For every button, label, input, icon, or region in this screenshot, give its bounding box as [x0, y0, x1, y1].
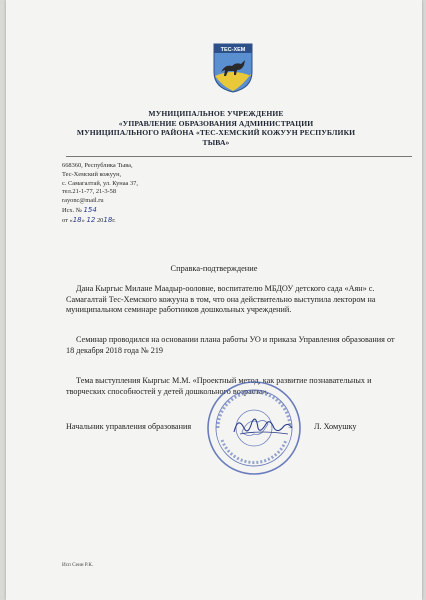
executor-note: Исп Сеин Р.К.	[62, 562, 94, 568]
document-sheet	[6, 0, 422, 600]
paragraph-2-text: Семинар проводился на основании плана работы УО и приказа Управления образования от 18 декабря 2018 года № 219	[66, 335, 395, 355]
address-block	[62, 162, 138, 226]
outgoing-number: 154	[83, 205, 97, 214]
date-prefix: от «	[62, 216, 73, 224]
paragraph-1-text: Дана Кыргыс Милане Маадыр-ооловне, воспитателю МБДОУ детского сада «Аян» с. Самагалтай Тес-Хемского кожууна в том, что она действительно выступила лектором на муниципальном семинаре работников дошкольных учреждений.	[66, 284, 376, 315]
header-divider	[66, 156, 412, 157]
date-suffix: г.	[112, 216, 116, 224]
address-line-2: Тес-Хемский кожуун,	[62, 170, 122, 178]
header-line-2: «УПРАВЛЕНИЕ ОБРАЗОВАНИЯ АДМИНИСТРАЦИИ	[118, 118, 314, 128]
emblem-label: ТЕС-ХЕМ	[220, 47, 246, 53]
paragraph-basis	[66, 335, 396, 356]
paragraph-confirmation	[66, 284, 396, 316]
date-mid: »	[81, 216, 85, 224]
address-line-4: тел.21-1-77, 21-3-58	[62, 188, 117, 196]
address-email: rayonc@mail.ru	[62, 197, 104, 205]
horse-emblem-icon	[212, 42, 254, 94]
date-month: 12	[86, 215, 96, 224]
organization-header	[36, 109, 396, 147]
handwritten-signature	[230, 410, 296, 440]
header-line-1: МУНИЦИПАЛЬНОЕ УЧРЕЖДЕНИЕ	[148, 109, 284, 118]
date-year-prefix: 20	[96, 216, 104, 224]
date-day: 18	[72, 215, 82, 224]
date-year: 18	[103, 215, 113, 224]
signer-name: Л. Хомушку	[314, 422, 357, 431]
header-line-3: МУНИЦИПАЛЬНОГО РАЙОНА «ТЕС-ХЕМСКИЙ КОЖУУН РЕСПУБЛИКИ	[76, 128, 356, 138]
address-line-3: с. Самагалтай, ул. Кунаа 37,	[62, 179, 138, 187]
signer-position: Начальник управления образования	[66, 422, 192, 431]
document-title: Справка-подтверждение	[170, 264, 258, 273]
paragraph-3-text: Тема выступления Кыргыс М.М. «Проектный метод, как развитие познавательных и творческих способностей у детей дошкольного возраста».	[66, 376, 372, 396]
outgoing-date-line	[62, 216, 138, 226]
outgoing-label: Исх. №	[62, 206, 82, 214]
address-line-1: 668360, Республика Тыва,	[62, 162, 133, 169]
header-line-4: ТЫВА»	[202, 137, 230, 147]
outgoing-number-line	[62, 206, 138, 216]
